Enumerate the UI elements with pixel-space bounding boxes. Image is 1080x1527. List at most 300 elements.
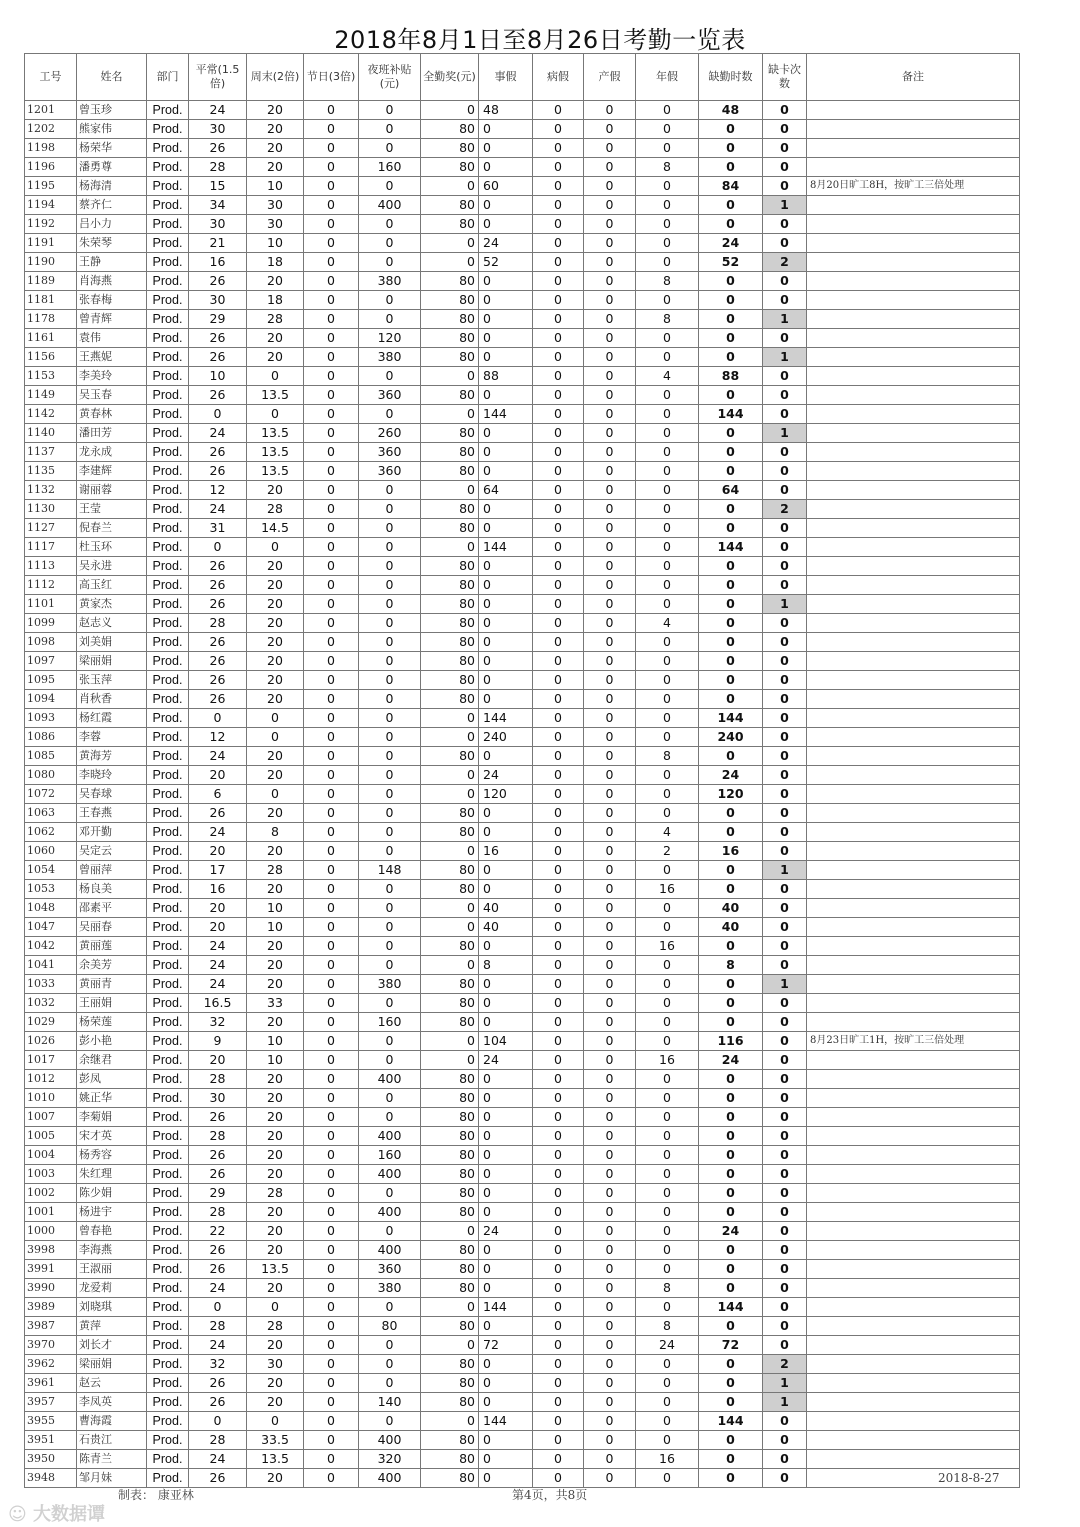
cell-night-allowance: 0	[359, 994, 421, 1013]
cell-personal-leave: 24	[479, 234, 533, 253]
cell-personal-leave: 0	[479, 614, 533, 633]
cell-attendance-bonus: 80	[421, 462, 479, 481]
cell-employee-name: 刘长才	[77, 1336, 147, 1355]
cell-employee-id: 1181	[25, 291, 77, 310]
cell-sick-leave: 0	[533, 405, 584, 424]
cell-sick-leave: 0	[533, 1222, 584, 1241]
cell-employee-id: 1135	[25, 462, 77, 481]
cell-employee-name: 黄丽青	[77, 975, 147, 994]
cell-holiday-ot: 0	[304, 481, 359, 500]
cell-night-allowance: 0	[359, 614, 421, 633]
cell-night-allowance: 400	[359, 1127, 421, 1146]
cell-employee-name: 黄海芳	[77, 747, 147, 766]
cell-remarks	[807, 918, 1020, 937]
cell-attendance-bonus: 80	[421, 1241, 479, 1260]
cell-remarks	[807, 1317, 1020, 1336]
cell-department: Prod.	[147, 1032, 189, 1051]
cell-department: Prod.	[147, 443, 189, 462]
cell-employee-name: 熊家伟	[77, 120, 147, 139]
cell-remarks	[807, 1279, 1020, 1298]
cell-missed-punch-count: 0	[763, 215, 807, 234]
cell-night-allowance: 0	[359, 500, 421, 519]
column-header: 全勤奖(元)	[421, 54, 479, 101]
cell-attendance-bonus: 80	[421, 1146, 479, 1165]
table-row	[25, 880, 1020, 899]
cell-absence-hours: 0	[699, 576, 763, 595]
cell-remarks	[807, 462, 1020, 481]
cell-employee-id: 1003	[25, 1165, 77, 1184]
cell-holiday-ot: 0	[304, 272, 359, 291]
cell-attendance-bonus: 80	[421, 1260, 479, 1279]
cell-department: Prod.	[147, 804, 189, 823]
cell-holiday-ot: 0	[304, 310, 359, 329]
cell-missed-punch-count: 0	[763, 1127, 807, 1146]
cell-employee-id: 1047	[25, 918, 77, 937]
cell-remarks	[807, 899, 1020, 918]
table-row	[25, 595, 1020, 614]
cell-night-allowance: 260	[359, 424, 421, 443]
cell-weekday-ot: 26	[189, 1374, 247, 1393]
table-row	[25, 1393, 1020, 1412]
cell-remarks: 8月20日旷工8H，按旷工三倍处理	[807, 177, 1020, 196]
cell-department: Prod.	[147, 690, 189, 709]
cell-employee-name: 倪春兰	[77, 519, 147, 538]
cell-personal-leave: 144	[479, 709, 533, 728]
cell-night-allowance: 0	[359, 1355, 421, 1374]
cell-personal-leave: 0	[479, 196, 533, 215]
cell-maternity-leave: 0	[584, 557, 636, 576]
cell-department: Prod.	[147, 652, 189, 671]
table-row	[25, 557, 1020, 576]
cell-annual-leave: 8	[636, 272, 699, 291]
cell-employee-name: 黄丽莲	[77, 937, 147, 956]
cell-holiday-ot: 0	[304, 234, 359, 253]
cell-absence-hours: 24	[699, 766, 763, 785]
table-row	[25, 405, 1020, 424]
cell-employee-id: 1032	[25, 994, 77, 1013]
cell-personal-leave: 0	[479, 994, 533, 1013]
cell-department: Prod.	[147, 994, 189, 1013]
cell-maternity-leave: 0	[584, 747, 636, 766]
table-row	[25, 1051, 1020, 1070]
cell-maternity-leave: 0	[584, 1222, 636, 1241]
cell-missed-punch-count: 0	[763, 1089, 807, 1108]
table-row	[25, 1260, 1020, 1279]
column-header: 周末(2倍)	[247, 54, 304, 101]
table-row	[25, 310, 1020, 329]
cell-employee-id: 1053	[25, 880, 77, 899]
cell-sick-leave: 0	[533, 1469, 584, 1488]
cell-attendance-bonus: 80	[421, 671, 479, 690]
cell-employee-id: 1130	[25, 500, 77, 519]
cell-personal-leave: 0	[479, 1165, 533, 1184]
cell-missed-punch-count: 0	[763, 614, 807, 633]
cell-employee-id: 1098	[25, 633, 77, 652]
cell-personal-leave: 0	[479, 424, 533, 443]
cell-employee-name: 王静	[77, 253, 147, 272]
cell-sick-leave: 0	[533, 1013, 584, 1032]
cell-maternity-leave: 0	[584, 633, 636, 652]
cell-attendance-bonus: 80	[421, 1431, 479, 1450]
cell-holiday-ot: 0	[304, 177, 359, 196]
cell-weekday-ot: 28	[189, 158, 247, 177]
cell-personal-leave: 24	[479, 1222, 533, 1241]
attendance-table	[24, 53, 1020, 1488]
cell-sick-leave: 0	[533, 386, 584, 405]
cell-night-allowance: 0	[359, 652, 421, 671]
table-row	[25, 842, 1020, 861]
table-row	[25, 1222, 1020, 1241]
cell-sick-leave: 0	[533, 1393, 584, 1412]
cell-weekday-ot: 28	[189, 1431, 247, 1450]
cell-remarks	[807, 1165, 1020, 1184]
table-row	[25, 1412, 1020, 1431]
cell-weekend-ot: 20	[247, 956, 304, 975]
cell-holiday-ot: 0	[304, 158, 359, 177]
cell-sick-leave: 0	[533, 1127, 584, 1146]
cell-maternity-leave: 0	[584, 1393, 636, 1412]
cell-holiday-ot: 0	[304, 652, 359, 671]
footer-maker: 制表： 康亚林	[118, 1488, 194, 1502]
cell-weekend-ot: 0	[247, 1412, 304, 1431]
cell-remarks: 8月23日旷工1H，按旷工三倍处理	[807, 1032, 1020, 1051]
cell-personal-leave: 144	[479, 538, 533, 557]
cell-annual-leave: 0	[636, 348, 699, 367]
cell-weekday-ot: 28	[189, 1317, 247, 1336]
cell-personal-leave: 0	[479, 215, 533, 234]
cell-night-allowance: 0	[359, 880, 421, 899]
table-row	[25, 1165, 1020, 1184]
cell-weekday-ot: 26	[189, 348, 247, 367]
cell-weekday-ot: 26	[189, 386, 247, 405]
cell-weekday-ot: 28	[189, 1127, 247, 1146]
cell-remarks	[807, 766, 1020, 785]
cell-maternity-leave: 0	[584, 937, 636, 956]
column-header: 事假	[479, 54, 533, 101]
cell-personal-leave: 0	[479, 690, 533, 709]
attendance-table-wrapper	[24, 53, 1019, 1488]
table-row	[25, 1298, 1020, 1317]
cell-employee-name: 朱荣琴	[77, 234, 147, 253]
cell-weekday-ot: 0	[189, 1412, 247, 1431]
cell-missed-punch-count: 0	[763, 994, 807, 1013]
cell-employee-name: 李菊娟	[77, 1108, 147, 1127]
cell-maternity-leave: 0	[584, 1279, 636, 1298]
cell-employee-id: 3950	[25, 1450, 77, 1469]
cell-absence-hours: 0	[699, 1013, 763, 1032]
cell-employee-id: 1004	[25, 1146, 77, 1165]
cell-employee-id: 1029	[25, 1013, 77, 1032]
footer-page-number: 第4页，共8页	[512, 1488, 588, 1502]
cell-employee-name: 邹月妹	[77, 1469, 147, 1488]
cell-weekend-ot: 0	[247, 367, 304, 386]
cell-weekday-ot: 24	[189, 956, 247, 975]
cell-department: Prod.	[147, 1393, 189, 1412]
cell-maternity-leave: 0	[584, 652, 636, 671]
cell-missed-punch-count: 0	[763, 519, 807, 538]
cell-employee-name: 杨进宇	[77, 1203, 147, 1222]
cell-employee-name: 曾丽萍	[77, 861, 147, 880]
cell-remarks	[807, 1260, 1020, 1279]
cell-weekday-ot: 26	[189, 557, 247, 576]
cell-attendance-bonus: 0	[421, 1412, 479, 1431]
cell-employee-id: 1093	[25, 709, 77, 728]
cell-maternity-leave: 0	[584, 842, 636, 861]
cell-maternity-leave: 0	[584, 1146, 636, 1165]
cell-missed-punch-count: 1	[763, 975, 807, 994]
cell-remarks	[807, 880, 1020, 899]
cell-absence-hours: 240	[699, 728, 763, 747]
cell-employee-name: 邓开勤	[77, 823, 147, 842]
cell-weekday-ot: 26	[189, 671, 247, 690]
cell-annual-leave: 0	[636, 519, 699, 538]
cell-absence-hours: 0	[699, 652, 763, 671]
cell-remarks	[807, 367, 1020, 386]
cell-weekday-ot: 24	[189, 937, 247, 956]
cell-employee-id: 1001	[25, 1203, 77, 1222]
cell-employee-id: 1085	[25, 747, 77, 766]
cell-employee-name: 肖海燕	[77, 272, 147, 291]
cell-missed-punch-count: 0	[763, 405, 807, 424]
cell-personal-leave: 0	[479, 671, 533, 690]
cell-attendance-bonus: 0	[421, 709, 479, 728]
cell-missed-punch-count: 0	[763, 1450, 807, 1469]
cell-remarks	[807, 1127, 1020, 1146]
cell-remarks	[807, 329, 1020, 348]
cell-remarks	[807, 519, 1020, 538]
cell-weekend-ot: 20	[247, 1146, 304, 1165]
cell-attendance-bonus: 0	[421, 785, 479, 804]
cell-attendance-bonus: 80	[421, 215, 479, 234]
cell-remarks	[807, 652, 1020, 671]
cell-weekday-ot: 24	[189, 424, 247, 443]
table-row	[25, 1336, 1020, 1355]
cell-weekend-ot: 20	[247, 671, 304, 690]
cell-personal-leave: 144	[479, 1412, 533, 1431]
cell-attendance-bonus: 80	[421, 120, 479, 139]
cell-employee-name: 李凤英	[77, 1393, 147, 1412]
table-row	[25, 120, 1020, 139]
cell-holiday-ot: 0	[304, 785, 359, 804]
cell-holiday-ot: 0	[304, 215, 359, 234]
cell-department: Prod.	[147, 1127, 189, 1146]
cell-department: Prod.	[147, 880, 189, 899]
cell-personal-leave: 0	[479, 1013, 533, 1032]
cell-maternity-leave: 0	[584, 1431, 636, 1450]
cell-absence-hours: 0	[699, 747, 763, 766]
cell-sick-leave: 0	[533, 348, 584, 367]
cell-holiday-ot: 0	[304, 1184, 359, 1203]
cell-attendance-bonus: 80	[421, 937, 479, 956]
cell-remarks	[807, 386, 1020, 405]
cell-remarks	[807, 215, 1020, 234]
cell-night-allowance: 0	[359, 177, 421, 196]
cell-sick-leave: 0	[533, 595, 584, 614]
cell-sick-leave: 0	[533, 918, 584, 937]
cell-department: Prod.	[147, 329, 189, 348]
cell-employee-name: 王丽娟	[77, 994, 147, 1013]
cell-employee-name: 肖秋香	[77, 690, 147, 709]
cell-employee-name: 高玉红	[77, 576, 147, 595]
cell-employee-id: 1117	[25, 538, 77, 557]
cell-sick-leave: 0	[533, 842, 584, 861]
cell-missed-punch-count: 2	[763, 1355, 807, 1374]
cell-weekday-ot: 32	[189, 1355, 247, 1374]
cell-missed-punch-count: 0	[763, 177, 807, 196]
cell-maternity-leave: 0	[584, 1032, 636, 1051]
cell-remarks	[807, 709, 1020, 728]
cell-employee-name: 李海燕	[77, 1241, 147, 1260]
cell-employee-id: 1012	[25, 1070, 77, 1089]
cell-remarks	[807, 158, 1020, 177]
table-row	[25, 804, 1020, 823]
cell-maternity-leave: 0	[584, 538, 636, 557]
cell-absence-hours: 0	[699, 1317, 763, 1336]
cell-absence-hours: 0	[699, 975, 763, 994]
cell-sick-leave: 0	[533, 196, 584, 215]
cell-missed-punch-count: 0	[763, 652, 807, 671]
column-header: 年假	[636, 54, 699, 101]
cell-remarks	[807, 1222, 1020, 1241]
cell-personal-leave: 0	[479, 1355, 533, 1374]
cell-employee-id: 1198	[25, 139, 77, 158]
cell-attendance-bonus: 80	[421, 424, 479, 443]
cell-employee-name: 梁丽娟	[77, 1355, 147, 1374]
cell-weekend-ot: 20	[247, 842, 304, 861]
cell-attendance-bonus: 80	[421, 158, 479, 177]
cell-missed-punch-count: 0	[763, 690, 807, 709]
cell-annual-leave: 16	[636, 880, 699, 899]
cell-missed-punch-count: 0	[763, 1146, 807, 1165]
cell-sick-leave: 0	[533, 272, 584, 291]
cell-sick-leave: 0	[533, 747, 584, 766]
cell-weekend-ot: 20	[247, 1374, 304, 1393]
cell-night-allowance: 0	[359, 538, 421, 557]
cell-sick-leave: 0	[533, 1412, 584, 1431]
cell-sick-leave: 0	[533, 861, 584, 880]
cell-attendance-bonus: 80	[421, 139, 479, 158]
cell-maternity-leave: 0	[584, 1013, 636, 1032]
cell-sick-leave: 0	[533, 709, 584, 728]
cell-attendance-bonus: 80	[421, 1089, 479, 1108]
cell-employee-id: 3955	[25, 1412, 77, 1431]
cell-remarks	[807, 956, 1020, 975]
table-row	[25, 101, 1020, 120]
cell-holiday-ot: 0	[304, 462, 359, 481]
cell-sick-leave: 0	[533, 443, 584, 462]
cell-remarks	[807, 253, 1020, 272]
cell-employee-id: 1002	[25, 1184, 77, 1203]
cell-night-allowance: 0	[359, 1298, 421, 1317]
cell-sick-leave: 0	[533, 291, 584, 310]
cell-annual-leave: 0	[636, 386, 699, 405]
cell-maternity-leave: 0	[584, 310, 636, 329]
cell-night-allowance: 0	[359, 842, 421, 861]
cell-attendance-bonus: 80	[421, 1374, 479, 1393]
cell-maternity-leave: 0	[584, 1336, 636, 1355]
cell-annual-leave: 0	[636, 994, 699, 1013]
cell-annual-leave: 16	[636, 1051, 699, 1070]
table-row	[25, 1070, 1020, 1089]
cell-personal-leave: 0	[479, 1279, 533, 1298]
table-row	[25, 690, 1020, 709]
cell-annual-leave: 8	[636, 747, 699, 766]
cell-weekday-ot: 24	[189, 1336, 247, 1355]
cell-weekend-ot: 20	[247, 595, 304, 614]
cell-personal-leave: 48	[479, 101, 533, 120]
cell-missed-punch-count: 0	[763, 918, 807, 937]
cell-night-allowance: 380	[359, 272, 421, 291]
cell-personal-leave: 24	[479, 1051, 533, 1070]
cell-sick-leave: 0	[533, 519, 584, 538]
cell-night-allowance: 360	[359, 443, 421, 462]
table-row	[25, 1146, 1020, 1165]
cell-absence-hours: 40	[699, 918, 763, 937]
cell-attendance-bonus: 80	[421, 975, 479, 994]
cell-department: Prod.	[147, 196, 189, 215]
cell-attendance-bonus: 80	[421, 1469, 479, 1488]
cell-weekday-ot: 26	[189, 1165, 247, 1184]
cell-weekend-ot: 20	[247, 937, 304, 956]
table-row	[25, 519, 1020, 538]
cell-night-allowance: 0	[359, 1032, 421, 1051]
cell-maternity-leave: 0	[584, 1165, 636, 1184]
cell-weekend-ot: 20	[247, 348, 304, 367]
cell-department: Prod.	[147, 405, 189, 424]
cell-weekday-ot: 28	[189, 614, 247, 633]
cell-annual-leave: 8	[636, 310, 699, 329]
cell-employee-id: 1026	[25, 1032, 77, 1051]
table-row	[25, 158, 1020, 177]
cell-sick-leave: 0	[533, 956, 584, 975]
cell-annual-leave: 8	[636, 1317, 699, 1336]
cell-holiday-ot: 0	[304, 747, 359, 766]
cell-weekday-ot: 24	[189, 1279, 247, 1298]
column-header: 缺卡次数	[763, 54, 807, 101]
cell-employee-name: 陈青兰	[77, 1450, 147, 1469]
cell-weekday-ot: 15	[189, 177, 247, 196]
cell-annual-leave: 16	[636, 937, 699, 956]
cell-attendance-bonus: 0	[421, 405, 479, 424]
cell-absence-hours: 0	[699, 215, 763, 234]
cell-holiday-ot: 0	[304, 690, 359, 709]
cell-sick-leave: 0	[533, 899, 584, 918]
cell-missed-punch-count: 0	[763, 481, 807, 500]
cell-weekday-ot: 26	[189, 329, 247, 348]
cell-holiday-ot: 0	[304, 1146, 359, 1165]
cell-department: Prod.	[147, 1222, 189, 1241]
cell-weekend-ot: 13.5	[247, 386, 304, 405]
cell-annual-leave: 0	[636, 918, 699, 937]
cell-absence-hours: 24	[699, 1051, 763, 1070]
cell-holiday-ot: 0	[304, 101, 359, 120]
cell-weekend-ot: 10	[247, 177, 304, 196]
cell-missed-punch-count: 0	[763, 1051, 807, 1070]
cell-employee-id: 1062	[25, 823, 77, 842]
table-row	[25, 1013, 1020, 1032]
cell-absence-hours: 0	[699, 329, 763, 348]
cell-sick-leave: 0	[533, 614, 584, 633]
cell-maternity-leave: 0	[584, 1051, 636, 1070]
cell-annual-leave: 0	[636, 861, 699, 880]
cell-maternity-leave: 0	[584, 804, 636, 823]
cell-department: Prod.	[147, 766, 189, 785]
cell-remarks	[807, 1431, 1020, 1450]
cell-remarks	[807, 1450, 1020, 1469]
cell-attendance-bonus: 80	[421, 291, 479, 310]
cell-night-allowance: 0	[359, 728, 421, 747]
cell-department: Prod.	[147, 1146, 189, 1165]
